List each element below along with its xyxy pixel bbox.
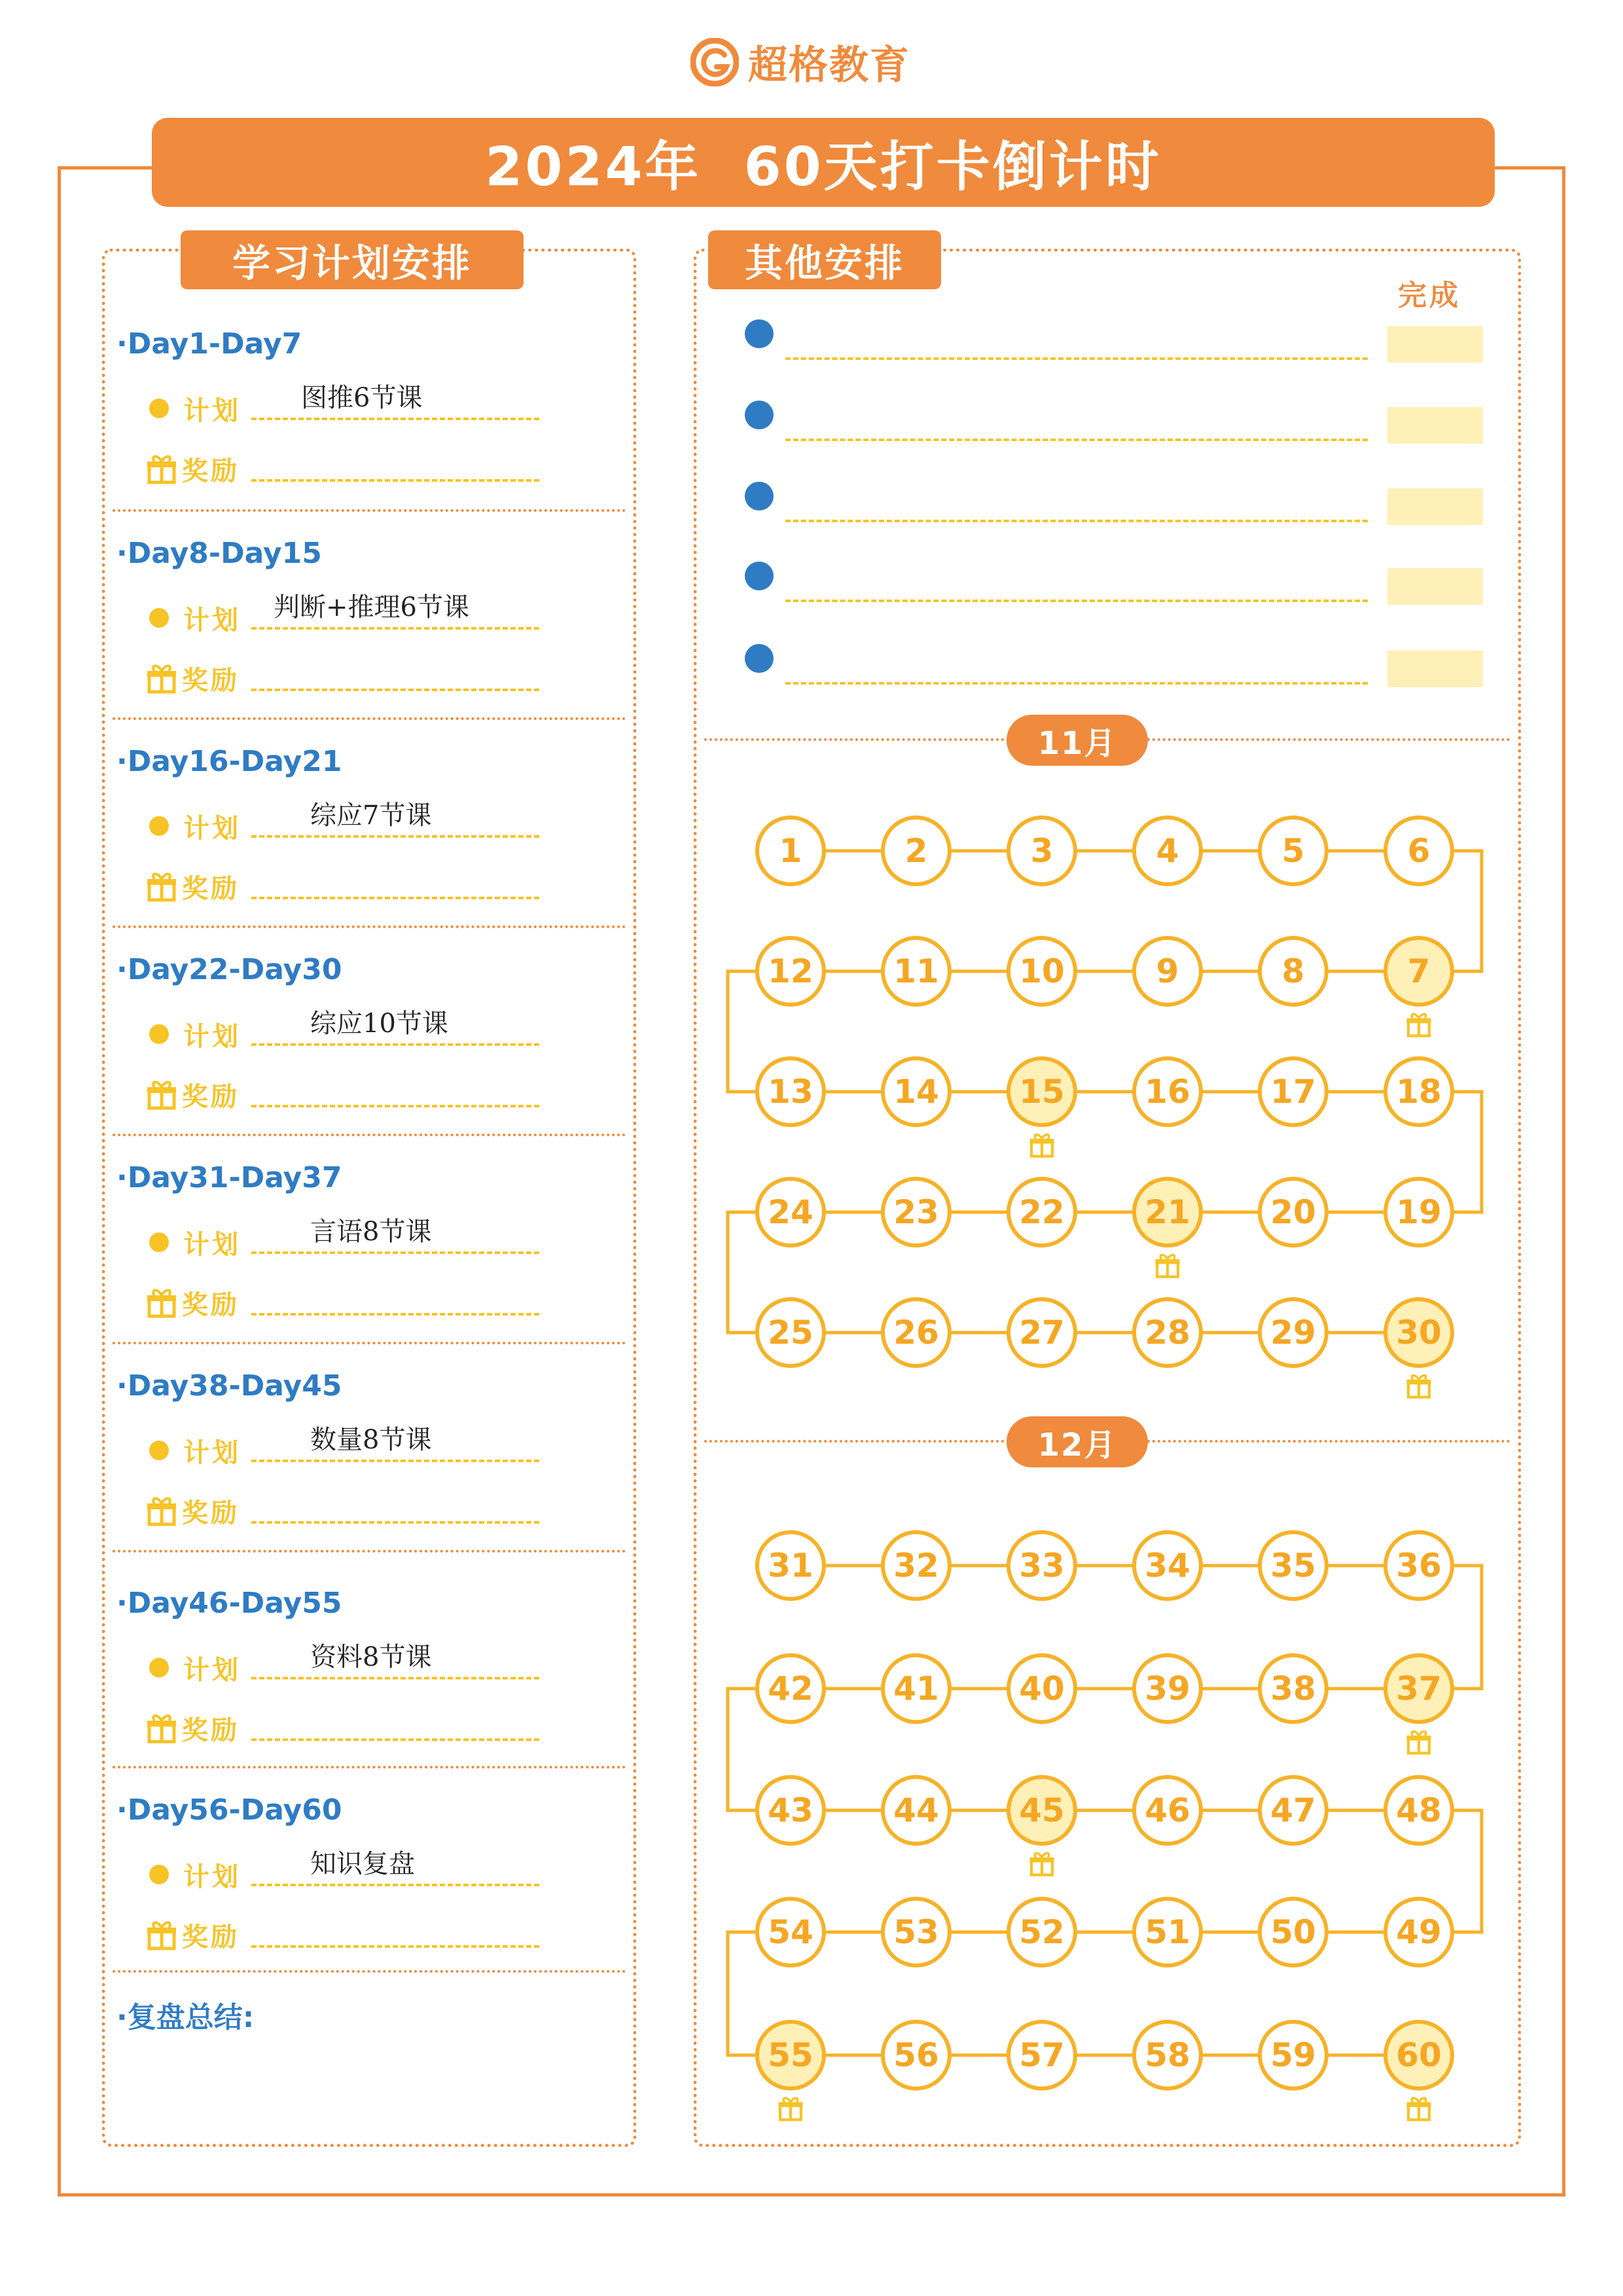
- day-circle[interactable]: 24: [755, 1177, 826, 1247]
- reward-input-line[interactable]: [251, 897, 539, 899]
- day-circle[interactable]: 17: [1258, 1056, 1329, 1127]
- bullet-dot-icon: [149, 1865, 169, 1884]
- gift-icon: [145, 662, 178, 694]
- reward-input-line[interactable]: [251, 1945, 539, 1948]
- day-circle[interactable]: 44: [881, 1775, 952, 1846]
- divider: [113, 1134, 626, 1136]
- task-input-line[interactable]: [785, 357, 1368, 360]
- reward-row: [145, 1283, 240, 1322]
- reward-row: [145, 1915, 240, 1954]
- gift-icon: [145, 1494, 178, 1527]
- day-range-title: ·Day22-Day30: [116, 953, 342, 986]
- day-circle[interactable]: 19: [1383, 1177, 1454, 1247]
- plan-row: [145, 806, 241, 846]
- day-range-title: ·Day38-Day45: [116, 1369, 342, 1403]
- day-range-title: ·Day31-Day37: [116, 1161, 342, 1194]
- divider: [113, 1766, 626, 1768]
- plan-text: 综应10节课: [310, 1009, 448, 1039]
- brand-name: 超格教育: [748, 43, 910, 88]
- day-circle[interactable]: 15: [1007, 1056, 1077, 1127]
- milestone-gift-icon: [1405, 1372, 1433, 1399]
- day-circle[interactable]: 13: [755, 1056, 826, 1127]
- day-circle[interactable]: 21: [1132, 1177, 1203, 1247]
- plan-text: 图推6节课: [301, 383, 423, 413]
- month-label-december: 12月: [1007, 1416, 1148, 1467]
- day-circle[interactable]: 34: [1132, 1530, 1203, 1601]
- day-circle[interactable]: 3: [1007, 816, 1077, 886]
- day-circle[interactable]: 48: [1383, 1775, 1454, 1846]
- task-bullet-icon: [745, 319, 774, 348]
- day-circle[interactable]: 28: [1132, 1297, 1203, 1368]
- day-circle[interactable]: 53: [881, 1897, 952, 1967]
- milestone-gift-icon: [1405, 1011, 1433, 1038]
- gift-icon: [145, 452, 178, 485]
- plan-input-line[interactable]: [251, 627, 539, 630]
- task-bullet-icon: [745, 562, 774, 590]
- reward-label: 奖励: [182, 873, 240, 904]
- bullet-dot-icon: [149, 608, 169, 628]
- month-label-november: 11月: [1007, 715, 1148, 766]
- day-circle[interactable]: 52: [1007, 1897, 1077, 1967]
- task-done-box[interactable]: [1387, 488, 1483, 525]
- day-circle[interactable]: 56: [881, 2020, 952, 2090]
- divider: [113, 925, 626, 928]
- day-circle[interactable]: 27: [1007, 1297, 1077, 1368]
- day-circle[interactable]: 35: [1258, 1530, 1329, 1601]
- plan-label: 计划: [183, 395, 241, 426]
- plan-label: 计划: [183, 605, 241, 636]
- task-done-box[interactable]: [1387, 326, 1483, 363]
- day-circle[interactable]: 29: [1258, 1297, 1329, 1368]
- day-circle[interactable]: 43: [755, 1775, 826, 1846]
- plan-label: 计划: [183, 1021, 241, 1052]
- reward-input-line[interactable]: [251, 1105, 539, 1107]
- milestone-gift-icon: [1154, 1251, 1181, 1279]
- day-circle[interactable]: 49: [1383, 1897, 1454, 1967]
- reward-row: [145, 449, 240, 488]
- day-circle[interactable]: 7: [1383, 936, 1454, 1007]
- plan-input-line[interactable]: [251, 835, 539, 838]
- plan-input-line[interactable]: [251, 1460, 539, 1462]
- reward-row: [145, 1708, 240, 1748]
- day-circle[interactable]: 18: [1383, 1056, 1454, 1127]
- day-circle[interactable]: 11: [881, 936, 952, 1007]
- day-range-title: ·Day46-Day55: [116, 1587, 342, 1620]
- brand-logo: [690, 36, 910, 88]
- day-circle[interactable]: 60: [1383, 2020, 1454, 2090]
- other-section-tag: 其他安排: [708, 230, 941, 289]
- day-range-title: ·Day56-Day60: [116, 1793, 342, 1827]
- plan-text: 数量8节课: [310, 1425, 432, 1455]
- bullet-dot-icon: [149, 816, 169, 836]
- reward-label: 奖励: [182, 1715, 240, 1746]
- divider: [113, 717, 626, 720]
- gift-icon: [145, 1078, 178, 1111]
- bullet-dot-icon: [149, 1441, 169, 1460]
- milestone-gift-icon: [777, 2094, 804, 2122]
- task-done-box[interactable]: [1387, 407, 1483, 444]
- plan-input-line[interactable]: [251, 1884, 539, 1886]
- milestone-gift-icon: [1028, 1131, 1056, 1158]
- day-circle[interactable]: 1: [755, 816, 826, 886]
- task-input-line[interactable]: [785, 520, 1368, 522]
- task-bullet-icon: [745, 644, 774, 673]
- day-circle[interactable]: 2: [881, 816, 952, 886]
- day-circle[interactable]: 39: [1132, 1653, 1203, 1724]
- plan-input-line[interactable]: [251, 1043, 539, 1046]
- task-bullet-icon: [745, 482, 774, 511]
- reward-label: 奖励: [182, 665, 240, 696]
- plan-row: [145, 1014, 241, 1054]
- day-circle[interactable]: 22: [1007, 1177, 1077, 1247]
- day-circle[interactable]: 55: [755, 2020, 826, 2090]
- plan-row: [145, 1223, 241, 1262]
- reward-label: 奖励: [182, 456, 240, 486]
- bullet-dot-icon: [149, 1232, 169, 1252]
- reward-input-line[interactable]: [251, 689, 539, 691]
- plan-input-line[interactable]: [251, 418, 539, 420]
- plan-label: 计划: [183, 1437, 241, 1468]
- divider: [113, 509, 626, 512]
- plan-text: 知识复盘: [310, 1849, 415, 1879]
- divider: [113, 1342, 626, 1344]
- reward-row: [145, 867, 240, 906]
- task-done-box[interactable]: [1387, 568, 1483, 605]
- reward-input-line[interactable]: [251, 1738, 539, 1741]
- plan-label: 计划: [183, 1655, 241, 1685]
- plan-text: 资料8节课: [310, 1642, 432, 1672]
- plan-label: 计划: [183, 1229, 241, 1260]
- plan-row: [145, 1855, 241, 1894]
- plan-input-line[interactable]: [251, 1677, 539, 1679]
- day-circle[interactable]: 57: [1007, 2020, 1077, 2090]
- day-circle[interactable]: 36: [1383, 1530, 1454, 1601]
- plan-row: [145, 389, 241, 428]
- reward-row: [145, 1491, 240, 1530]
- day-circle[interactable]: 23: [881, 1177, 952, 1247]
- milestone-gift-icon: [1405, 2094, 1433, 2122]
- plan-row: [145, 1431, 241, 1470]
- brand-mark-icon: [690, 38, 739, 86]
- plan-label: 计划: [183, 1861, 241, 1892]
- bullet-dot-icon: [149, 1658, 169, 1677]
- task-input-line[interactable]: [785, 439, 1368, 441]
- reward-input-line[interactable]: [251, 1521, 539, 1524]
- day-circle[interactable]: 30: [1383, 1297, 1454, 1368]
- summary-label: ·复盘总结:: [116, 2001, 255, 2034]
- gift-icon: [145, 1286, 178, 1319]
- day-range-title: ·Day8-Day15: [116, 537, 322, 570]
- plan-text: 综应7节课: [310, 800, 432, 831]
- day-range-title: ·Day16-Day21: [116, 745, 342, 778]
- day-circle[interactable]: 33: [1007, 1530, 1077, 1601]
- day-circle[interactable]: 46: [1132, 1775, 1203, 1846]
- day-circle[interactable]: 45: [1007, 1775, 1077, 1846]
- bullet-dot-icon: [149, 1024, 169, 1044]
- day-circle[interactable]: 40: [1007, 1653, 1077, 1724]
- day-circle[interactable]: 31: [755, 1530, 826, 1601]
- done-label: 完成: [1398, 279, 1461, 312]
- day-circle[interactable]: 6: [1383, 816, 1454, 886]
- day-circle[interactable]: 20: [1258, 1177, 1329, 1247]
- plan-input-line[interactable]: [251, 1251, 539, 1254]
- day-circle[interactable]: 4: [1132, 816, 1203, 886]
- day-circle[interactable]: 42: [755, 1653, 826, 1724]
- day-circle[interactable]: 16: [1132, 1056, 1203, 1127]
- day-circle[interactable]: 59: [1258, 2020, 1329, 2090]
- day-circle[interactable]: 41: [881, 1653, 952, 1724]
- plan-text: 言语8节课: [310, 1217, 432, 1247]
- task-input-line[interactable]: [785, 682, 1368, 685]
- reward-row: [145, 1075, 240, 1114]
- day-circle[interactable]: 37: [1383, 1653, 1454, 1724]
- bullet-dot-icon: [149, 399, 169, 418]
- day-circle[interactable]: 5: [1258, 816, 1329, 886]
- task-done-box[interactable]: [1387, 651, 1483, 687]
- reward-label: 奖励: [182, 1289, 240, 1320]
- gift-icon: [145, 870, 178, 903]
- reward-label: 奖励: [182, 1081, 240, 1112]
- day-circle[interactable]: 32: [881, 1530, 952, 1601]
- day-circle[interactable]: 54: [755, 1897, 826, 1967]
- plan-row: [145, 1648, 241, 1687]
- day-circle[interactable]: 51: [1132, 1897, 1203, 1967]
- day-circle[interactable]: 10: [1007, 936, 1077, 1007]
- gift-icon: [145, 1918, 178, 1951]
- day-circle[interactable]: 8: [1258, 936, 1329, 1007]
- day-circle[interactable]: 38: [1258, 1653, 1329, 1724]
- day-circle[interactable]: 9: [1132, 936, 1203, 1007]
- reward-row: [145, 658, 240, 698]
- plan-text: 判断+推理6节课: [274, 592, 469, 622]
- day-circle[interactable]: 25: [755, 1297, 826, 1368]
- divider: [113, 1970, 626, 1973]
- day-circle[interactable]: 47: [1258, 1775, 1329, 1846]
- day-circle[interactable]: 26: [881, 1297, 952, 1368]
- reward-input-line[interactable]: [251, 479, 539, 482]
- gift-icon: [145, 1712, 178, 1744]
- day-circle[interactable]: 12: [755, 936, 826, 1007]
- task-input-line[interactable]: [785, 600, 1368, 602]
- plan-label: 计划: [183, 813, 241, 844]
- reward-input-line[interactable]: [251, 1313, 539, 1316]
- page-title: 2024年 60天打卡倒计时: [485, 135, 1162, 198]
- milestone-gift-icon: [1405, 1728, 1433, 1755]
- task-bullet-icon: [745, 401, 774, 429]
- plan-row: [145, 598, 241, 637]
- divider: [113, 1550, 626, 1552]
- day-circle[interactable]: 50: [1258, 1897, 1329, 1967]
- day-circle[interactable]: 14: [881, 1056, 952, 1127]
- plan-section-tag: 学习计划安排: [181, 230, 524, 289]
- reward-label: 奖励: [182, 1498, 240, 1528]
- reward-label: 奖励: [182, 1922, 240, 1952]
- day-circle[interactable]: 58: [1132, 2020, 1203, 2090]
- milestone-gift-icon: [1028, 1850, 1056, 1877]
- title-banner: [152, 118, 1495, 207]
- day-range-title: ·Day1-Day7: [116, 327, 302, 361]
